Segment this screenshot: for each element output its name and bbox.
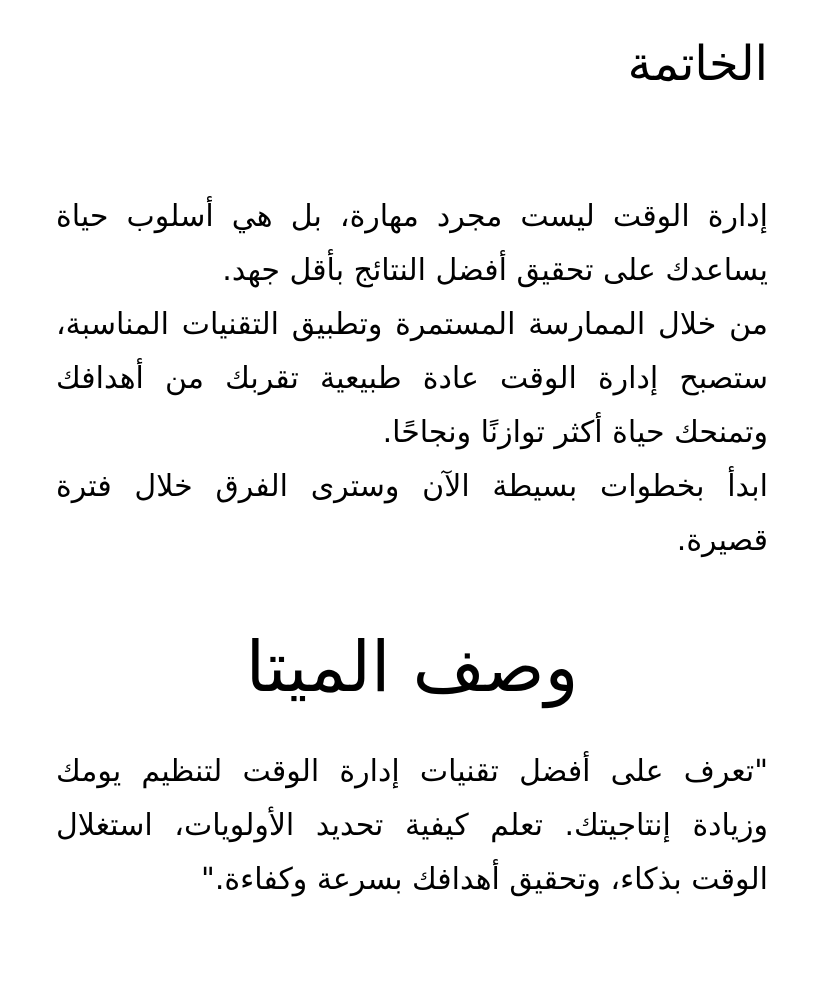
conclusion-paragraph-1: إدارة الوقت ليست مجرد مهارة، بل هي أسلوب حياة يساعدك على تحقيق أفضل النتائج بأقل جهد. (56, 199, 768, 288)
conclusion-paragraph-3: ابدأ بخطوات بسيطة الآن وسترى الفرق خلال فترة قصيرة. (56, 469, 768, 558)
meta-description-heading: وصف الميتا (245, 626, 579, 708)
conclusion-heading: الخاتمة (627, 36, 768, 92)
conclusion-body (56, 190, 768, 568)
conclusion-paragraph-2: من خلال الممارسة المستمرة وتطبيق التقنيات المناسبة، ستصبح إدارة الوقت عادة طبيعية تقربك من أهدافك وتمنحك حياة أكثر توازنًا ونجاحًا. (56, 307, 768, 450)
meta-description-text: "تعرف على أفضل تقنيات إدارة الوقت لتنظيم يومك وزيادة إنتاجيتك. تعلم كيفية تحديد الأولويات، استغلال الوقت بذكاء، وتحقيق أهدافك بسرعة وكفاءة." (56, 754, 768, 897)
